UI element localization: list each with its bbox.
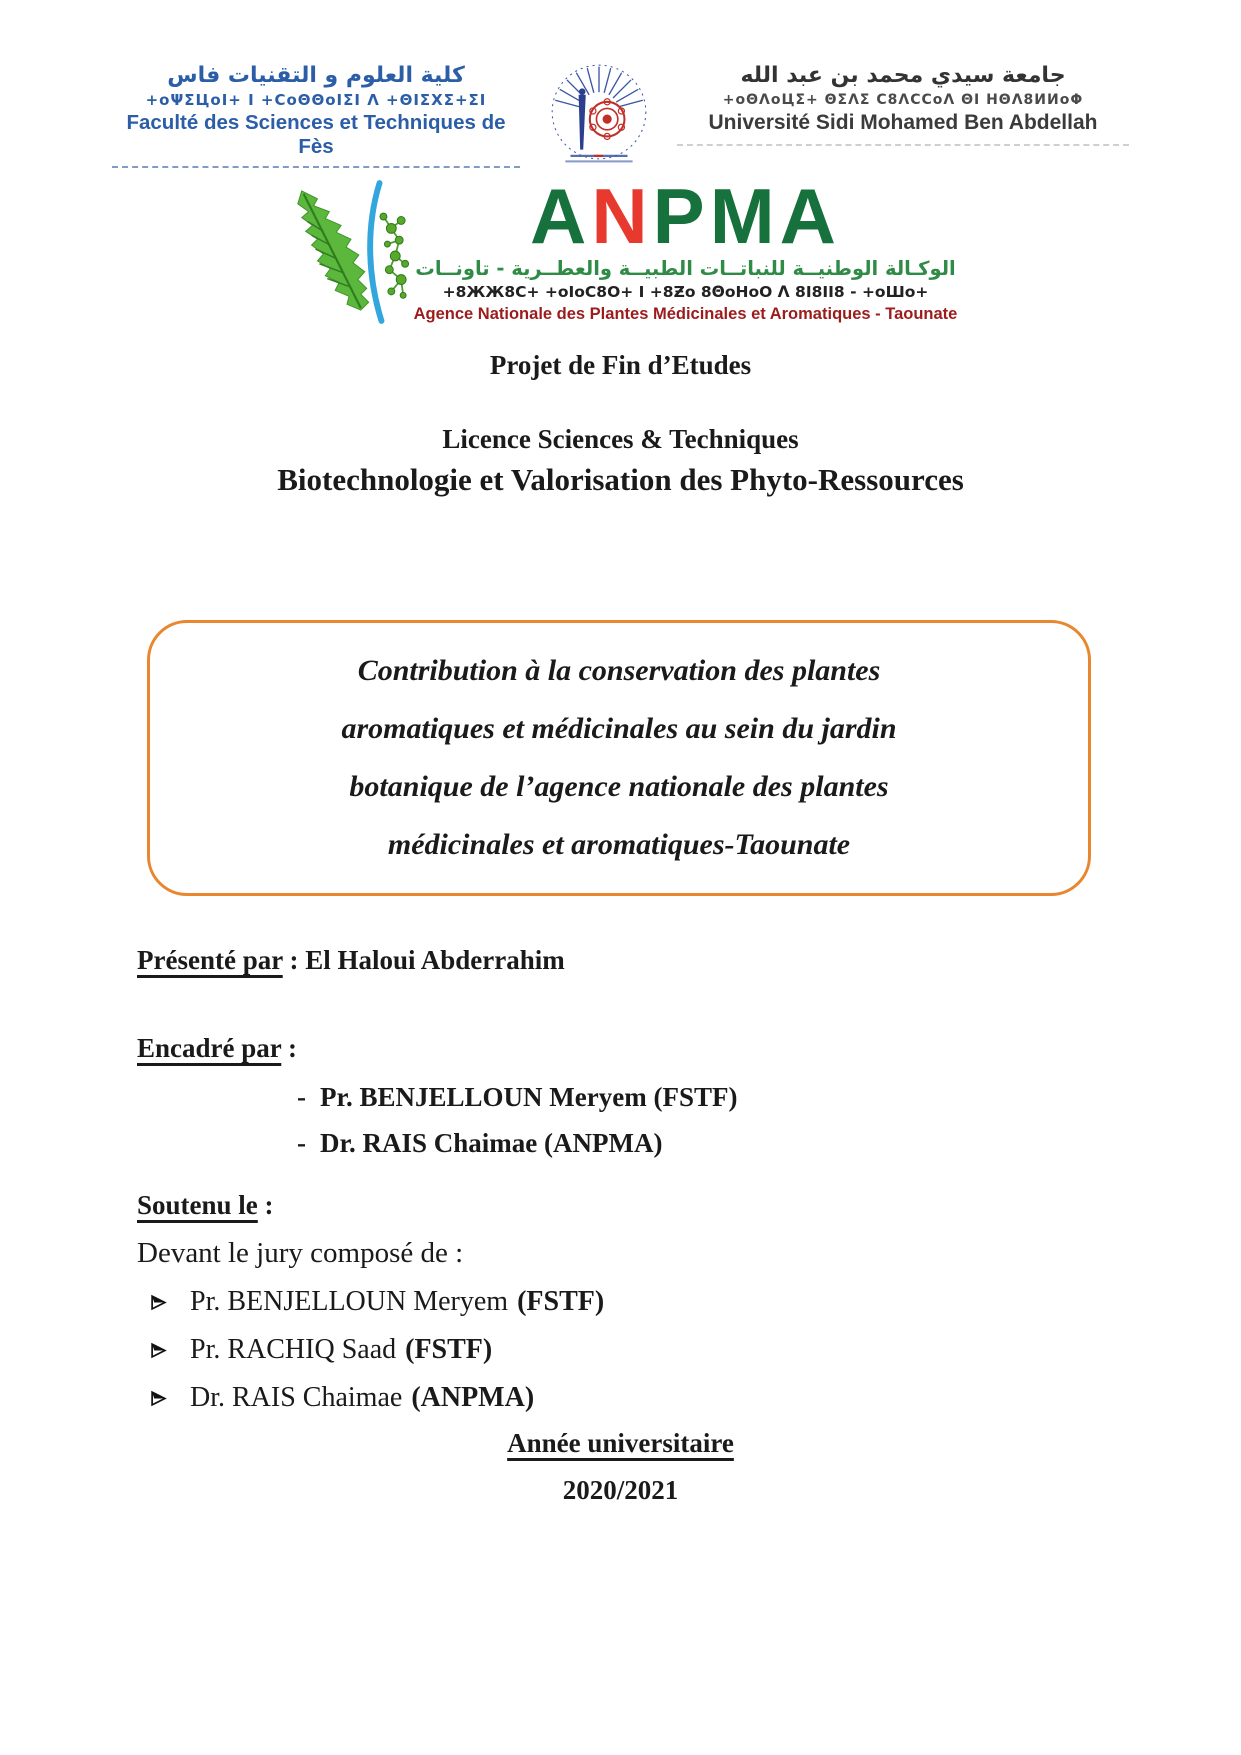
usmba-tifinagh-title: +oΘΛoЦΣ+ ΘΣΛΣ C8ΛCCoΛ ΘI HΘΛ8ИИoΦ bbox=[722, 92, 1084, 108]
university-seal-icon bbox=[547, 56, 651, 173]
thesis-title-line: Contribution à la conservation des plantes bbox=[357, 654, 881, 687]
arrow-bullet-icon bbox=[150, 1390, 190, 1407]
supervisor-item bbox=[297, 1082, 737, 1113]
anpma-letter: P bbox=[652, 172, 710, 260]
anpma-logo bbox=[0, 172, 1241, 333]
supervisor-item bbox=[297, 1128, 662, 1159]
usmba-french-title: Université Sidi Mohamed Ben Abdellah bbox=[708, 111, 1098, 134]
presented-by-separator: : bbox=[282, 945, 306, 975]
thesis-title-line: médicinales et aromatiques-Taounate bbox=[387, 828, 851, 861]
degree-title: Licence Sciences & Techniques bbox=[442, 424, 799, 454]
supervised-by-colon: : bbox=[281, 1033, 298, 1063]
usmba-header-block bbox=[677, 62, 1129, 146]
defended-on-colon: : bbox=[257, 1190, 274, 1220]
dash-bullet: - bbox=[297, 1082, 306, 1112]
anpma-tifinagh-name: +8ЖЖ8C+ +oIoC8O+ I +8Ƶo 8ΘoHoO Λ 8I8II8 - +oШo+ bbox=[442, 283, 929, 301]
jury-member-name: Pr. BENJELLOUN Meryem bbox=[190, 1286, 509, 1317]
jury-member-affiliation: (FSTF) bbox=[405, 1334, 493, 1365]
institution-header bbox=[112, 62, 1129, 173]
arrow-bullet-icon bbox=[150, 1342, 190, 1359]
program-title: Biotechnologie et Valorisation des Phyto-Ressources bbox=[277, 462, 964, 497]
jury-member-row bbox=[150, 1334, 492, 1366]
anpma-arabic-name: الوكـالة الوطنيــة للنباتــات الطبيــة والعطــرية - تاونــات bbox=[415, 257, 956, 280]
supervised-by-line bbox=[137, 1033, 297, 1064]
arrow-bullet-icon bbox=[150, 1294, 190, 1311]
jury-member-name: Pr. RACHIQ Saad bbox=[190, 1334, 397, 1365]
jury-member-row bbox=[150, 1286, 604, 1318]
presented-by-label: Présenté par bbox=[137, 945, 283, 975]
anpma-wordmark-block bbox=[413, 172, 958, 325]
thesis-title-box bbox=[147, 620, 1091, 896]
supervisor-name: Pr. BENJELLOUN Meryem (FSTF) bbox=[320, 1082, 738, 1112]
anpma-letter: A bbox=[779, 172, 842, 260]
jury-member-name: Dr. RAIS Chaimae bbox=[190, 1382, 403, 1413]
thesis-title-line: botanique de l’agence nationale des plantes bbox=[349, 770, 889, 803]
presented-by-line bbox=[137, 945, 565, 976]
defended-on-line bbox=[137, 1190, 274, 1221]
anpma-french-name: Agence Nationale des Plantes Médicinales et Aromatiques - Taounate bbox=[413, 305, 958, 323]
fst-french-title: Faculté des Sciences et Techniques de Fès bbox=[126, 111, 506, 158]
fst-tifinagh-title: +oΨΣЦoI+ I +CoΘΘoIΣI Λ +ΘIΣΧΣ+ΣI bbox=[145, 91, 487, 109]
jury-member-row bbox=[150, 1382, 534, 1414]
anpma-leaf-icon bbox=[284, 176, 412, 333]
thesis-title bbox=[341, 642, 896, 874]
supervised-by-label: Encadré par bbox=[137, 1033, 282, 1063]
academic-year-label bbox=[0, 1428, 1241, 1459]
dash-bullet: - bbox=[297, 1128, 306, 1158]
jury-member-affiliation: (ANPMA) bbox=[411, 1382, 535, 1413]
defended-on-label: Soutenu le bbox=[137, 1190, 258, 1220]
anpma-letter: M bbox=[709, 172, 780, 260]
jury-intro: Devant le jury composé de : bbox=[137, 1237, 464, 1269]
fst-arabic-title: كلية العلوم و التقنيات فاس bbox=[167, 63, 465, 88]
thesis-title-line: aromatiques et médicinales au sein du jardin bbox=[341, 712, 897, 745]
presented-by-name: El Haloui Abderrahim bbox=[305, 945, 565, 975]
supervisor-name: Dr. RAIS Chaimae (ANPMA) bbox=[320, 1128, 663, 1158]
anpma-acronym bbox=[414, 172, 958, 260]
jury-member-affiliation: (FSTF) bbox=[517, 1286, 605, 1317]
anpma-letter: A bbox=[529, 172, 592, 260]
project-type-title: Projet de Fin d’Etudes bbox=[489, 350, 752, 380]
usmba-arabic-title: جامعة سيدي محمد بن عبد الله bbox=[740, 63, 1066, 88]
academic-year-value: 2020/2021 bbox=[562, 1475, 679, 1505]
academic-year-label-text: Année universitaire bbox=[507, 1428, 734, 1458]
fst-header-block bbox=[112, 62, 520, 168]
anpma-letter: N bbox=[591, 172, 653, 260]
